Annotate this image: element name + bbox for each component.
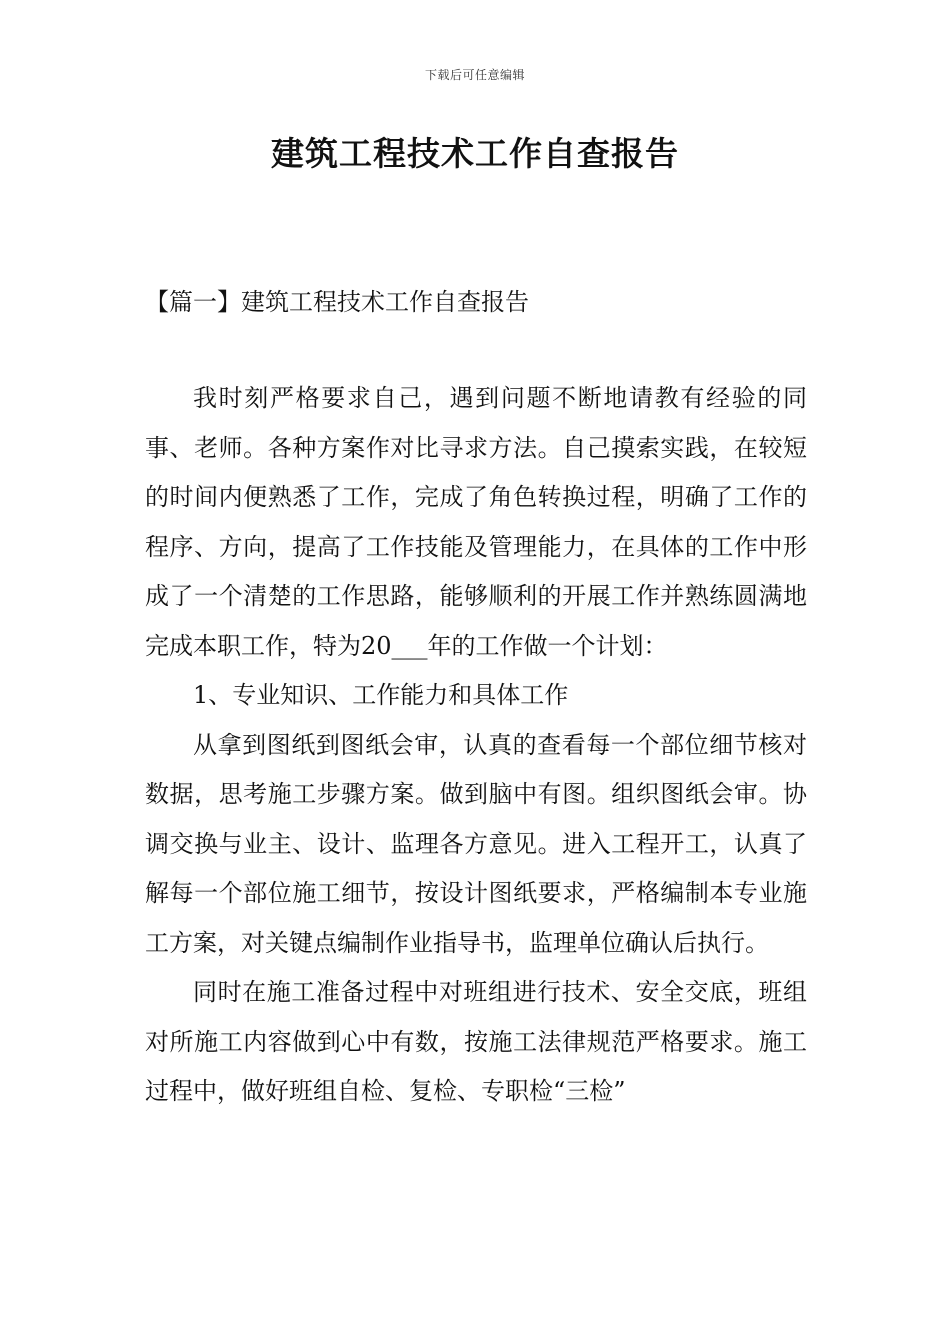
paragraph: 从拿到图纸到图纸会审，认真的查看每一个部位细节核对数据，思考施工步骤方案。做到脑中有图。组织图纸会审。协调交换与业主、设计、监理各方意见。进入工程开工，认真了解每一个部位施工细节，按设计图纸要求，严格编制本专业施工方案，对关键点编制作业指导书，监理单位确认后执行。 <box>145 730 807 957</box>
document-title: 建筑工程技术工作自查报告 <box>271 134 679 173</box>
body-text <box>145 374 807 1117</box>
subheading-paragraph: 1、专业知识、工作能力和具体工作 <box>193 681 569 709</box>
header-note: 下载后可任意编辑 <box>424 68 525 82</box>
paragraph: 我时刻严格要求自己，遇到问题不断地请教有经验的同事、老师。各种方案作对比寻求方法。自己摸索实践，在较短的时间内便熟悉了工作，完成了角色转换过程，明确了工作的程序、方向，提高了工作技能及管理能力，在具体的工作中形成了一个清楚的工作思路，能够顺利的开展工作并熟练圆满地完成本职工作，特为20___年的工作做一个计划： <box>145 384 807 660</box>
section-heading: 【篇一】建筑工程技术工作自查报告 <box>145 288 529 316</box>
paragraph: 同时在施工准备过程中对班组进行技术、安全交底，班组对所施工内容做到心中有数，按施工法律规范严格要求。施工过程中，做好班组自检、复检、专职检“三检” <box>145 978 807 1105</box>
